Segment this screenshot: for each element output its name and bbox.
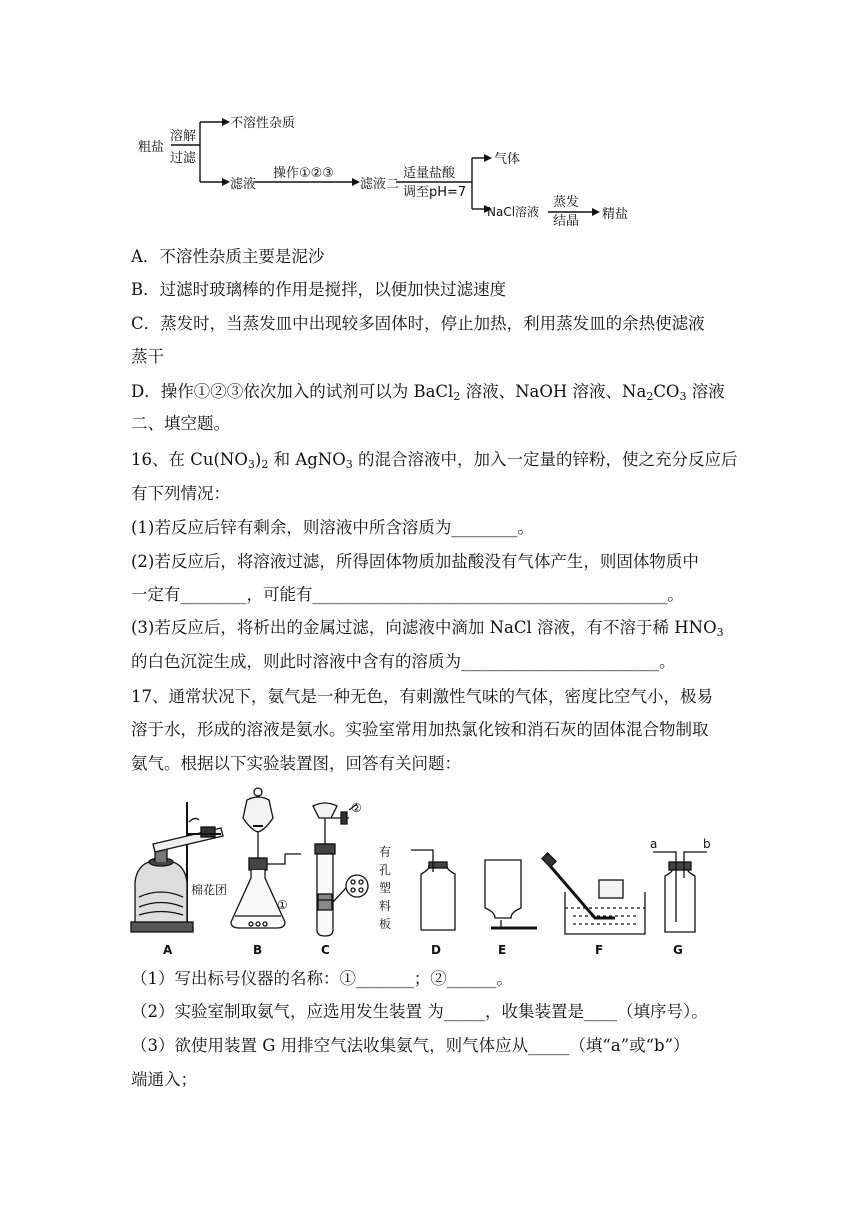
option-b: B．过滤时玻璃棒的作用是搅拌，以便加快过滤速度 bbox=[131, 280, 507, 299]
plate-label-5: 板 bbox=[379, 917, 392, 931]
crystallize-label: 结晶 bbox=[553, 214, 580, 228]
filtrate2-label: 滤液二 bbox=[360, 177, 400, 192]
apparatus-a bbox=[131, 802, 223, 932]
refined-salt-label: 精盐 bbox=[602, 207, 629, 222]
operation-label: 操作①②③ bbox=[273, 166, 334, 181]
q16-part2-line1: (2)若反应后，将溶液过滤，所得固体物质加盐酸没有气体产生，则固体物质中 bbox=[131, 552, 699, 571]
apparatus-e bbox=[485, 860, 537, 928]
plate-label-3: 塑 bbox=[379, 881, 392, 895]
section-heading: 二、填空题。 bbox=[131, 414, 230, 433]
q17-stem-line1: 17、通常状况下，氨气是一种无色，有刺激性气味的气体，密度比空气小，极易 bbox=[131, 687, 713, 706]
label-g: G bbox=[673, 943, 683, 957]
label-d: D bbox=[431, 943, 441, 957]
crude-salt-label: 粗盐 bbox=[138, 140, 165, 155]
filtrate1-label: 滤液 bbox=[230, 177, 257, 192]
label-e: E bbox=[498, 943, 507, 957]
q16-part3-line1: (3)若反应后，将析出的金属过滤，向滤液中滴加 NaCl 溶液，有不溶于稀 $HNO_3$ bbox=[131, 618, 724, 639]
option-c-line1: C．蒸发时，当蒸发皿中出现较多固体时，停止加热，利用蒸发皿的余热使滤液 bbox=[131, 314, 705, 333]
label-f: F bbox=[595, 943, 604, 957]
insoluble-label: 不溶性杂质 bbox=[230, 116, 296, 131]
filter-label: 过滤 bbox=[170, 151, 197, 166]
apparatus-g bbox=[653, 852, 707, 932]
port-b-label: b bbox=[703, 837, 711, 851]
q17-part1: （1）写出标号仪器的名称：①_______；②______。 bbox=[131, 969, 513, 988]
option-d: D．操作①②③依次加入的试剂可以为 BaCl$_2$ 溶液、NaOH 溶液、$Na_2CO_3$ 溶液 bbox=[131, 382, 725, 403]
plate-label-1: 有 bbox=[379, 845, 392, 859]
evaporate-label: 蒸发 bbox=[553, 195, 580, 210]
nacl-solution-label: NaCl溶液 bbox=[487, 205, 540, 219]
acid-label: 适量盐酸 bbox=[403, 166, 456, 181]
q17-part3-line1: （3）欲使用装置 G 用排空气法收集氨气，则气体应从_____（填“a”或“b”） bbox=[131, 1036, 690, 1055]
plate-label-4: 料 bbox=[379, 899, 392, 913]
gas-label: 气体 bbox=[494, 152, 521, 167]
port-a-label: a bbox=[650, 837, 658, 851]
q17-part2: （2）实验室制取氨气，应选用发生装置 为_____，收集装置是____（填序号）。 bbox=[131, 1002, 708, 1021]
q16-part2-line2: 一定有________，可能有___________________________________________。 bbox=[131, 585, 684, 604]
apparatus-c bbox=[313, 803, 368, 936]
q16-stem-line1: 16、在 $Cu(NO_3)_2$ 和 AgNO$_3$ 的混合溶液中，加入一定量的锌粉，使之充分反应后 bbox=[131, 450, 738, 471]
apparatus-b bbox=[231, 788, 301, 928]
label-a: A bbox=[163, 943, 173, 957]
ph-label: 调至pH=7 bbox=[403, 185, 467, 200]
option-c-line2: 蒸干 bbox=[131, 347, 164, 366]
q17-part3-line2: 端通入； bbox=[131, 1070, 197, 1089]
q17-stem-line2: 溶于水，形成的溶液是氨水。实验室常用加热氯化铵和消石灰的固体混合物制取 bbox=[131, 720, 709, 739]
apparatus-d bbox=[411, 850, 455, 930]
cotton-label: 棉花团 bbox=[191, 883, 228, 897]
purification-flowchart bbox=[130, 108, 650, 228]
q17-stem-line3: 氨气。根据以下实验装置图，回答有关问题： bbox=[131, 754, 461, 773]
mark-1: ① bbox=[277, 898, 288, 912]
q16-stem-line2: 有下列情况： bbox=[131, 484, 230, 503]
q16-part1: (1)若反应后锌有剩余，则溶液中所含溶质为________。 bbox=[131, 518, 534, 537]
mark-2: ② bbox=[351, 801, 362, 815]
apparatus-f bbox=[542, 853, 645, 934]
dissolve-label: 溶解 bbox=[170, 129, 197, 144]
label-b: B bbox=[253, 943, 263, 957]
label-c: C bbox=[321, 943, 330, 957]
q16-part3-line2: 的白色沉淀生成，则此时溶液中含有的溶质为________________________。 bbox=[131, 652, 676, 671]
apparatus-figure bbox=[125, 782, 725, 962]
plate-label-2: 孔 bbox=[379, 863, 392, 877]
option-a: A．不溶性杂质主要是泥沙 bbox=[131, 247, 325, 266]
